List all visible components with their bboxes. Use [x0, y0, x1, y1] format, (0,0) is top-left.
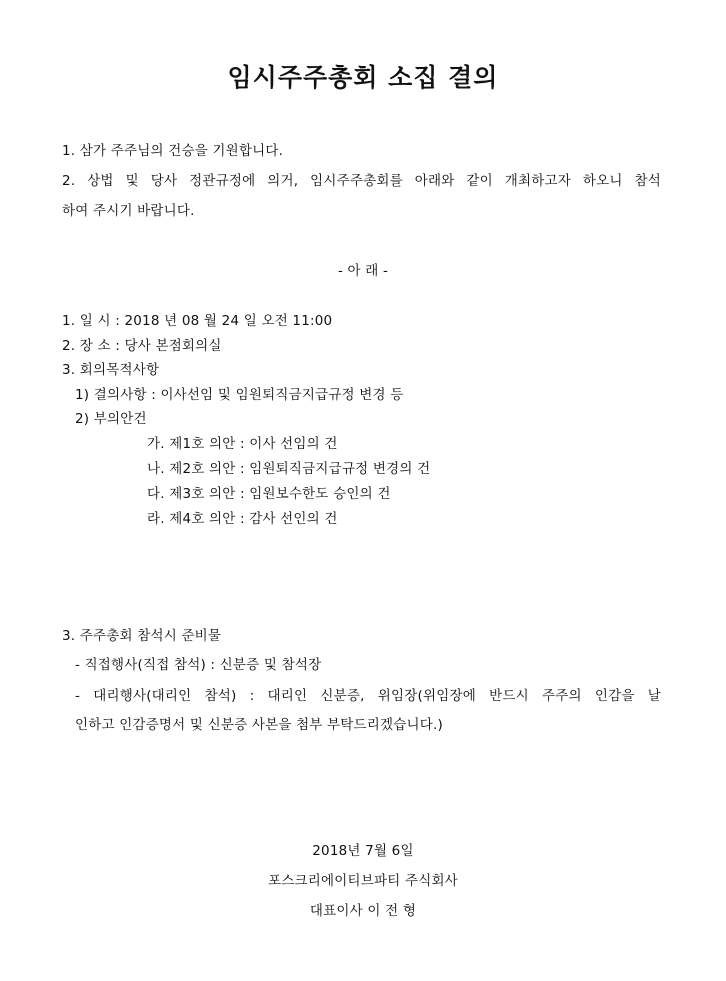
preparation-direct: - 직접행사(직접 참석) : 신분증 및 참석장 — [75, 657, 322, 673]
preparation-proxy-line-2: 인하고 인감증명서 및 신분증 사본을 첨부 부탁드리겠습니다.) — [75, 717, 443, 733]
preparation-proxy-line-1: - 대리행사(대리인 참석) : 대리인 신분증, 위임장(위임장에 반드시 주주의 인감을 날 — [75, 688, 661, 704]
agenda-report: 1) 결의사항 : 이사선임 및 임원퇴직금지급규정 변경 등 — [75, 387, 404, 403]
intro-line-1: 1. 삼가 주주님의 건승을 기원합니다. — [62, 143, 284, 159]
preparation-heading: 3. 주주총회 참석시 준비물 — [62, 628, 222, 644]
company-name: 포스크리에이티브파티 주식회사 — [268, 873, 458, 889]
section-heading: - 아 래 - — [337, 263, 389, 279]
proposal-item: 나. 제2호 의안 : 임원퇴직금지급규정 변경의 건 — [147, 461, 431, 477]
proposal-item: 다. 제3호 의안 : 임원보수한도 승인의 건 — [147, 486, 391, 502]
intro-line-3: 하여 주시기 바랍니다. — [62, 203, 195, 219]
proposals-heading: 2) 부의안건 — [75, 411, 147, 427]
agenda-heading: 3. 회의목적사항 — [62, 362, 160, 378]
intro-line-2: 2. 상법 및 당사 정관규정에 의거, 임시주주총회를 아래와 같이 개최하고자 하오니 참석 — [62, 173, 661, 189]
footer-date: 2018년 7월 6일 — [312, 843, 414, 859]
document-title: 임시주주총회 소집 결의 — [227, 63, 499, 92]
meeting-date: 1. 일 시 : 2018 년 08 월 24 일 오전 11:00 — [62, 313, 333, 329]
meeting-place: 2. 장 소 : 당사 본점회의실 — [62, 338, 222, 354]
ceo-name: 대표이사 이 전 형 — [309, 903, 417, 919]
proposal-item: 라. 제4호 의안 : 감사 선인의 건 — [147, 511, 338, 527]
proposal-item: 가. 제1호 의안 : 이사 선임의 건 — [147, 436, 338, 452]
